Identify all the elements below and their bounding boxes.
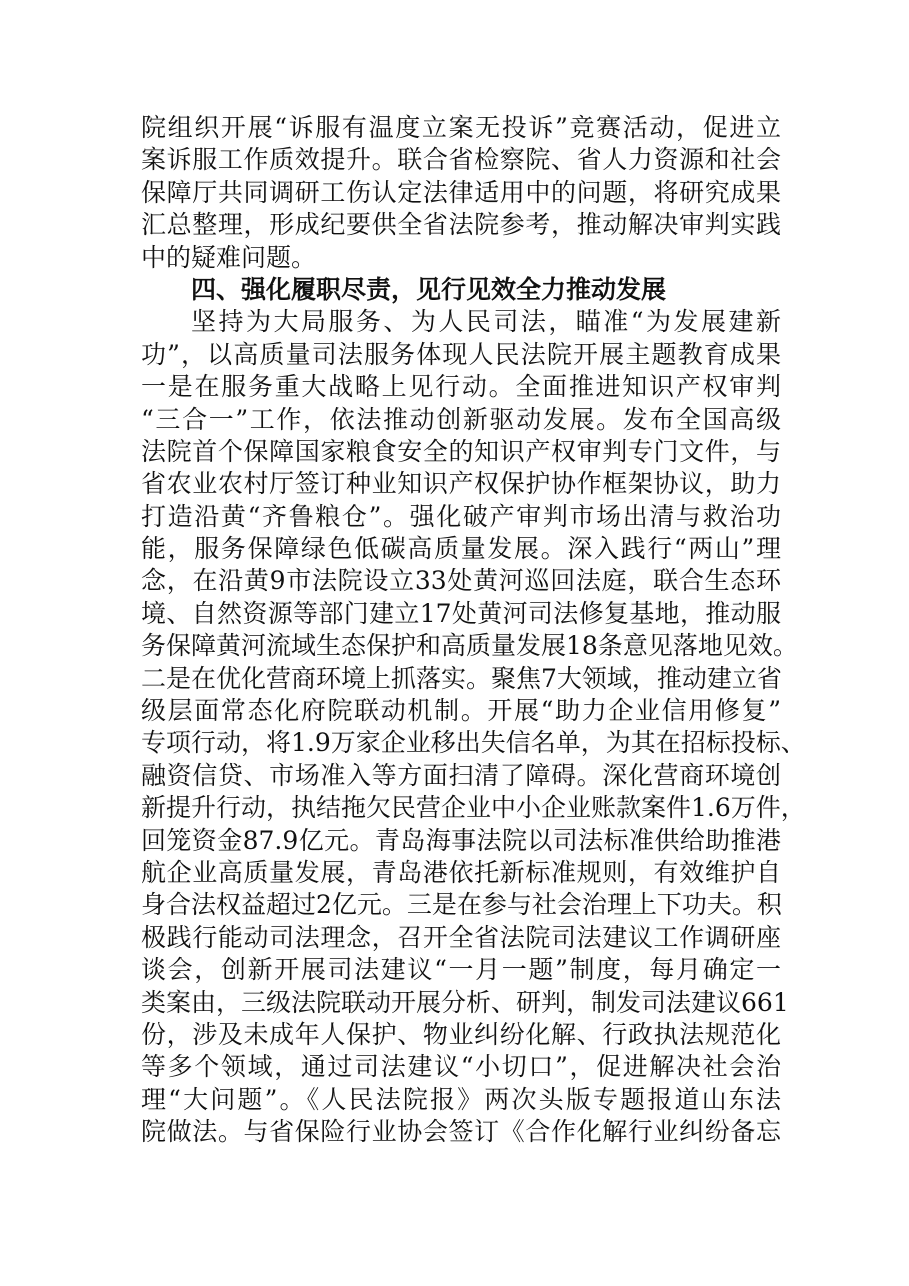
text-line: 回笼资金87.9亿元。青岛海事法院以司法标准供给助推港 bbox=[141, 825, 781, 855]
text-line: 务保障黄河流域生态保护和高质量发展18条意见落地见效。 bbox=[141, 631, 798, 661]
text-line: 院组织开展“诉服有温度立案无投诉”竞赛活动，促进立 bbox=[141, 113, 781, 142]
text-line: 二是在优化营商环境上抓落实。聚焦7大领域，推动建立省 bbox=[141, 663, 782, 693]
text-line: “三合一”工作，依法推动创新驱动发展。发布全国高级 bbox=[141, 404, 781, 434]
text-line: 汇总整理，形成纪要供全省法院参考，推动解决审判实践 bbox=[141, 210, 781, 240]
text-line: 院做法。与省保险行业协会签订《合作化解行业纠纷备忘 bbox=[141, 1117, 781, 1147]
text-line: 身合法权益超过2亿元。三是在参与社会治理上下功夫。积 bbox=[141, 890, 782, 920]
text-line: 中的疑难问题。 bbox=[141, 242, 317, 272]
text-line: 航企业高质量发展，青岛港依托新标准规则，有效维护自 bbox=[141, 857, 781, 887]
text-line: 保障厅共同调研工伤认定法律适用中的问题，将研究成果 bbox=[141, 177, 781, 207]
section-heading: 四、强化履职尽责，见行见效全力推动发展 bbox=[191, 274, 667, 304]
text-line: 一是在服务重大战略上见行动。全面推进知识产权审判 bbox=[141, 372, 781, 402]
text-line: 功”，以高质量司法服务体现人民法院开展主题教育成果 bbox=[141, 339, 781, 369]
text-line: 等多个领域，通过司法建议“小切口”，促进解决社会治 bbox=[141, 1052, 781, 1082]
text-line: 极践行能动司法理念，召开全省法院司法建议工作调研座 bbox=[141, 922, 781, 952]
text-line: 理“大问题”。《人民法院报》两次头版专题报道山东法 bbox=[141, 1084, 781, 1114]
text-line: 念，在沿黄9市法院设立33处黄河巡回法庭，联合生态环 bbox=[141, 566, 781, 596]
text-line: 打造沿黄“齐鲁粮仓”。强化破产审判市场出清与救治功 bbox=[141, 501, 781, 531]
text-line: 境、自然资源等部门建立17处黄河司法修复基地，推动服 bbox=[141, 598, 781, 628]
text-line: 新提升行动，执结拖欠民营企业中小企业账款案件1.6万件， bbox=[141, 793, 806, 823]
text-line: 类案由，三级法院联动开展分析、研判，制发司法建议661 bbox=[141, 987, 789, 1017]
text-line: 级层面常态化府院联动机制。开展“助力企业信用修复” bbox=[141, 696, 781, 726]
text-line: 融资信贷、市场准入等方面扫清了障碍。深化营商环境创 bbox=[141, 760, 781, 790]
text-line: 专项行动，将1.9万家企业移出失信名单，为其在招标投标、 bbox=[141, 728, 806, 758]
text-line: 坚持为大局服务、为人民司法，瞄准“为发展建新 bbox=[191, 307, 781, 337]
text-line: 省农业农村厅签订种业知识产权保护协作框架协议，助力 bbox=[141, 469, 781, 499]
text-line: 法院首个保障国家粮食安全的知识产权审判专门文件，与 bbox=[141, 436, 781, 466]
text-line: 能，服务保障绿色低碳高质量发展。深入践行“两山”理 bbox=[141, 534, 781, 564]
text-line: 案诉服工作质效提升。联合省检察院、省人力资源和社会 bbox=[141, 145, 781, 175]
text-line: 谈会，创新开展司法建议“一月一题”制度，每月确定一 bbox=[141, 955, 781, 985]
body-text bbox=[141, 112, 806, 1149]
text-line: 份，涉及未成年人保护、物业纠纷化解、行政执法规范化 bbox=[141, 1019, 781, 1049]
